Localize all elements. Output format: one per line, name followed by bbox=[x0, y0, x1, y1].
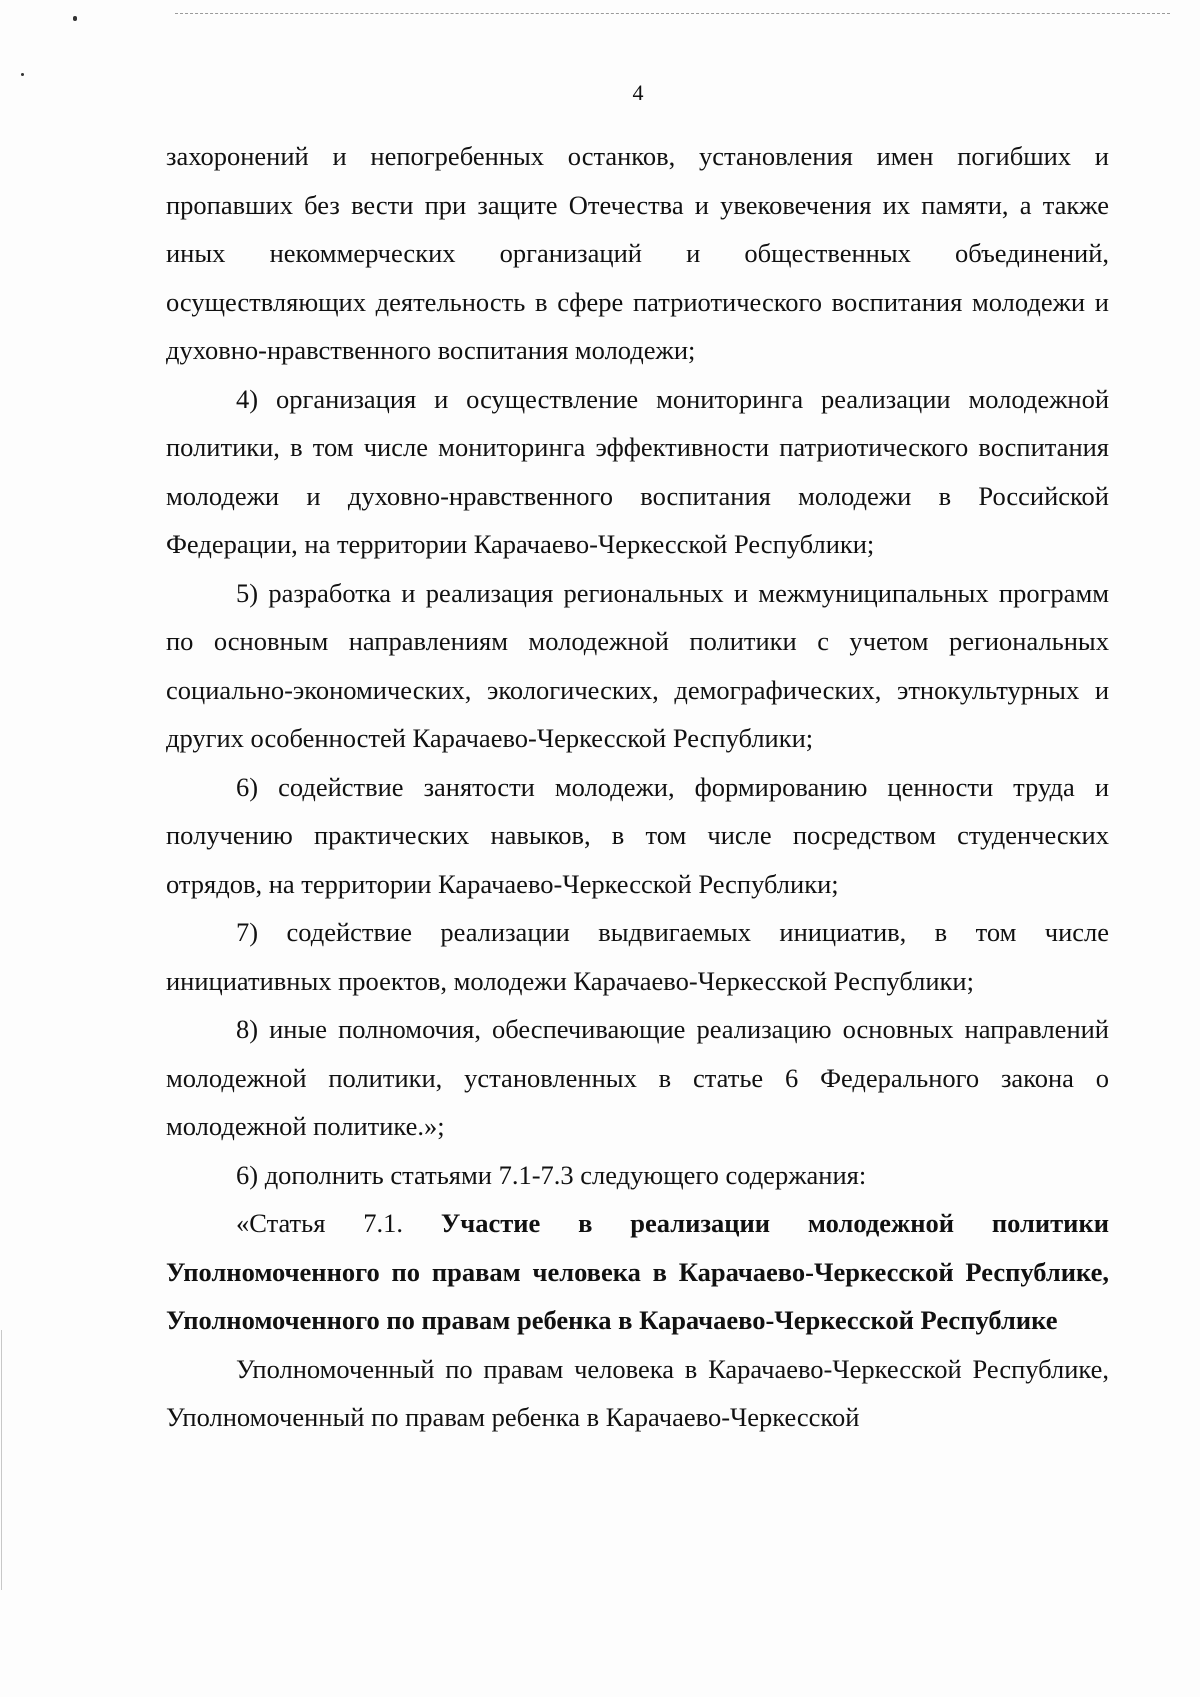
scan-top-edge bbox=[175, 13, 1170, 14]
article-number: «Статья 7.1. bbox=[236, 1208, 441, 1238]
paragraph-continuation: захоронений и непогребенных останков, установления имен погибших и пропавших без вести при защите Отечества и увековечения их памяти, а также иных некоммерческих организаций и общественных объединений, осуществляющих деятельность в сфере патриотического воспитания молодежи и духовно-нравственного воспитания молодежи; bbox=[166, 141, 1109, 365]
scan-speck bbox=[73, 16, 77, 21]
article-title: Участие в реализации молодежной политики Уполномоченного по правам человека в Карачаево-Черкесской Республике, Уполномоченного по правам ребенка в Карачаево-Черкесской Республике bbox=[166, 1208, 1109, 1335]
document-body bbox=[166, 132, 1109, 1442]
article-heading bbox=[166, 1199, 1109, 1345]
paragraph-item-4: 4) организация и осуществление мониторинга реализации молодежной политики, в том числе мониторинга эффективности патриотического воспитания молодежи и духовно-нравственного воспитания молодежи в Российской Федерации, на территории Карачаево-Черкесской Республики; bbox=[166, 383, 1109, 559]
scan-speck bbox=[21, 73, 24, 76]
article-text: Уполномоченный по правам человека в Карачаево-Черкесской Республике, Уполномоченный по правам ребенка в Карачаево-Черкесской bbox=[166, 1353, 1109, 1432]
page-number: 4 bbox=[632, 80, 644, 105]
paragraph-item-7: 7) содействие реализации выдвигаемых инициатив, в том числе инициативных проектов, молодежи Карачаево-Черкесской Республики; bbox=[166, 917, 1109, 996]
paragraph-amendment-6: 6) дополнить статьями 7.1-7.3 следующего содержания: bbox=[236, 1159, 867, 1190]
scan-left-edge bbox=[1, 1330, 2, 1590]
paragraph-item-8: 8) иные полномочия, обеспечивающие реализацию основных направлений молодежной политики, установленных в статье 6 Федерального закона о молодежной политике.»; bbox=[166, 1014, 1109, 1141]
paragraph-item-6: 6) содействие занятости молодежи, формированию ценности труда и получению практических навыков, в том числе посредством студенческих отрядов, на территории Карачаево-Черкесской Республики; bbox=[166, 771, 1109, 899]
paragraph-item-5: 5) разработка и реализация региональных и межмуниципальных программ по основным направлениям молодежной политики с учетом региональных социально-экономических, экологических, демографических, этнокультурных и других особенностей Карачаево-Черкесской Республики; bbox=[166, 577, 1109, 753]
